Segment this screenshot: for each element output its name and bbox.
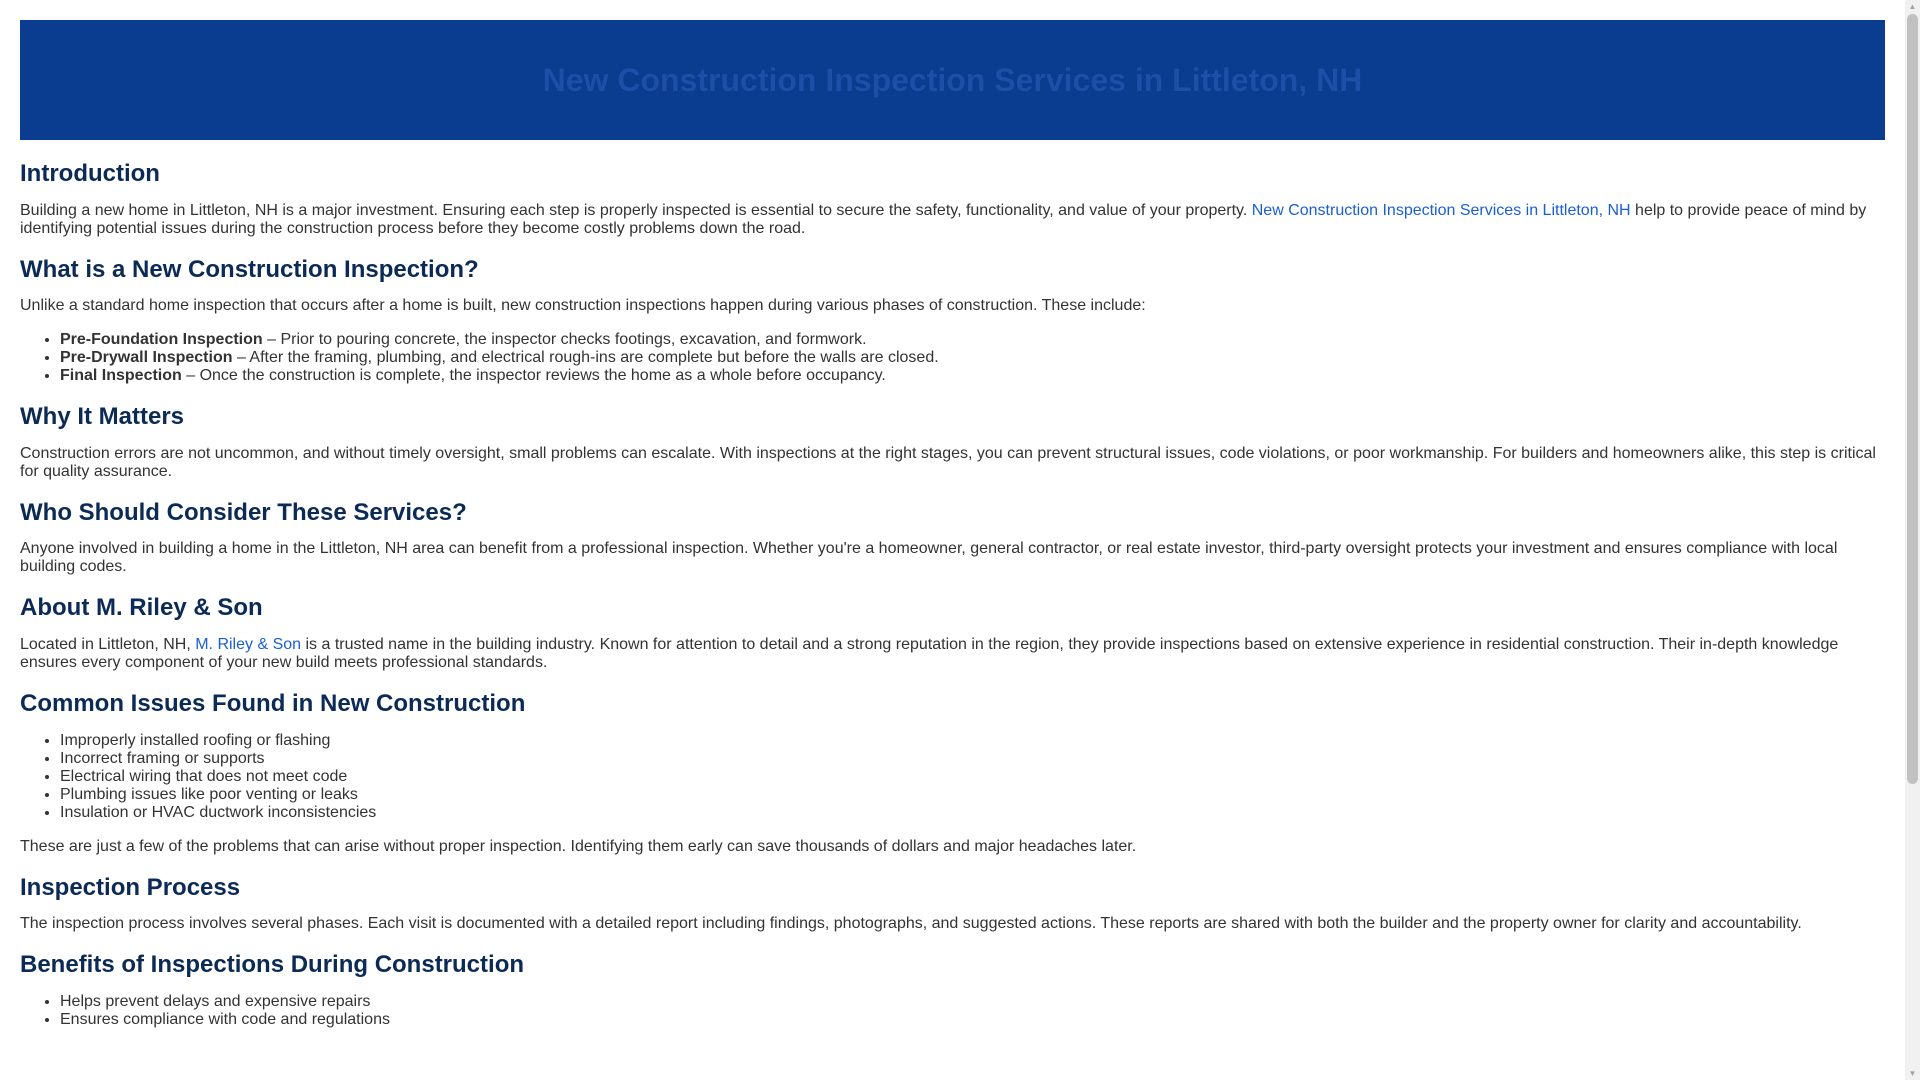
- vertical-scrollbar[interactable]: [1905, 0, 1920, 1080]
- list-item-text: – Prior to pouring concrete, the inspector checks footings, excavation, and formwork.: [262, 331, 867, 349]
- phases-list: [20, 331, 1885, 385]
- list-item: • Helps prevent delays and expensive repairs: [60, 993, 1885, 1011]
- benefits-heading: Benefits of Inspections During Construction: [20, 951, 525, 979]
- list-item: • Incorrect framing or supports: [60, 750, 1885, 768]
- scroll-up-icon[interactable]: ▲: [1908, 2, 1917, 11]
- intro-text-before: Building a new home in Littleton, NH is a major investment. Ensuring each step is properly inspected is essential to secure the safety, functionality, and value of your property.: [20, 201, 1252, 219]
- about-heading: About M. Riley & Son: [20, 594, 263, 622]
- process-heading: Inspection Process: [20, 873, 241, 901]
- page-title: New Construction Inspection Services in Littleton, NH: [542, 61, 1363, 98]
- list-item: • Insulation or HVAC ductwork inconsistencies: [60, 804, 1885, 822]
- intro-text-after: help to provide peace of mind by identifying potential issues during the construction process before they become costly problems down the road.: [20, 201, 1867, 237]
- about-text-before: Located in Littleton, NH,: [20, 635, 196, 653]
- page-content: [20, 20, 1885, 1029]
- company-link[interactable]: M. Riley & Son: [195, 635, 302, 653]
- list-item: • Electrical wiring that does not meet code: [60, 768, 1885, 786]
- list-item: [60, 367, 1885, 385]
- issues-paragraph: These are just a few of the problems that can arise without proper inspection. Identifying them early can save thousands of dollars and major headaches later.: [20, 837, 1137, 855]
- intro-heading: Introduction: [20, 160, 160, 187]
- about-text-after: is a trusted name in the building industry. Known for attention to detail and a strong reputation in the region, they provide inspections based on extensive experience in residential construction. Their in-depth knowledge ensures every component of your new build meets professional standards.: [20, 635, 1839, 671]
- process-section: [20, 874, 1885, 934]
- intro-paragraph: [20, 202, 1885, 238]
- why-section: [20, 403, 1885, 481]
- list-item-title: Pre-Foundation Inspection: [60, 331, 263, 349]
- list-item: • Ensures compliance with code and regulations: [60, 1011, 1885, 1029]
- what-heading: What is a New Construction Inspection?: [20, 255, 479, 283]
- who-section: [20, 499, 1885, 577]
- issues-section: [20, 690, 1885, 856]
- list-item-title: Final Inspection: [60, 367, 182, 385]
- benefits-list: [20, 993, 1885, 1029]
- issues-list: [20, 732, 1885, 822]
- issues-heading: Common Issues Found in New Construction: [20, 689, 526, 717]
- benefits-section: [20, 951, 1885, 1029]
- list-item-title: Pre-Drywall Inspection: [60, 349, 233, 367]
- scrollbar-thumb[interactable]: [1907, 14, 1918, 784]
- why-heading: Why It Matters: [20, 403, 185, 431]
- list-item: [60, 349, 1885, 367]
- header-banner: [20, 20, 1885, 140]
- what-paragraph: Unlike a standard home inspection that occurs after a home is built, new construction inspections happen during various phases of construction. These include:: [20, 297, 1146, 315]
- services-link[interactable]: New Construction Inspection Services in Littleton, NH: [1251, 201, 1631, 219]
- about-section: [20, 594, 1885, 672]
- who-heading: Who Should Consider These Services?: [20, 498, 467, 526]
- list-item-text: – Once the construction is complete, the inspector reviews the home as a whole before occupancy.: [181, 367, 886, 385]
- scroll-down-icon[interactable]: ▼: [1908, 1069, 1917, 1078]
- list-item: [60, 331, 1885, 349]
- about-paragraph: [20, 636, 1885, 672]
- what-section: [20, 256, 1885, 386]
- who-paragraph: Anyone involved in building a home in the Littleton, NH area can benefit from a professional inspection. Whether you're a homeowner, general contractor, or real estate investor, third-party oversight protects your investment and ensures compliance with local building codes.: [20, 540, 1838, 576]
- process-paragraph: The inspection process involves several phases. Each visit is documented with a detailed report including findings, photographs, and suggested actions. These reports are shared with both the builder and the property owner for clarity and accountability.: [20, 915, 1802, 933]
- list-item-text: – After the framing, plumbing, and electrical rough-ins are complete but before the walls are closed.: [232, 349, 939, 367]
- why-paragraph: Construction errors are not uncommon, and without timely oversight, small problems can escalate. With inspections at the right stages, you can prevent structural issues, code violations, or poor workmanship. For builders and homeowners alike, this step is critical for quality assurance.: [20, 444, 1876, 480]
- list-item: • Improperly installed roofing or flashing: [60, 732, 1885, 750]
- list-item: • Plumbing issues like poor venting or leaks: [60, 786, 1885, 804]
- intro-section: [20, 160, 1885, 238]
